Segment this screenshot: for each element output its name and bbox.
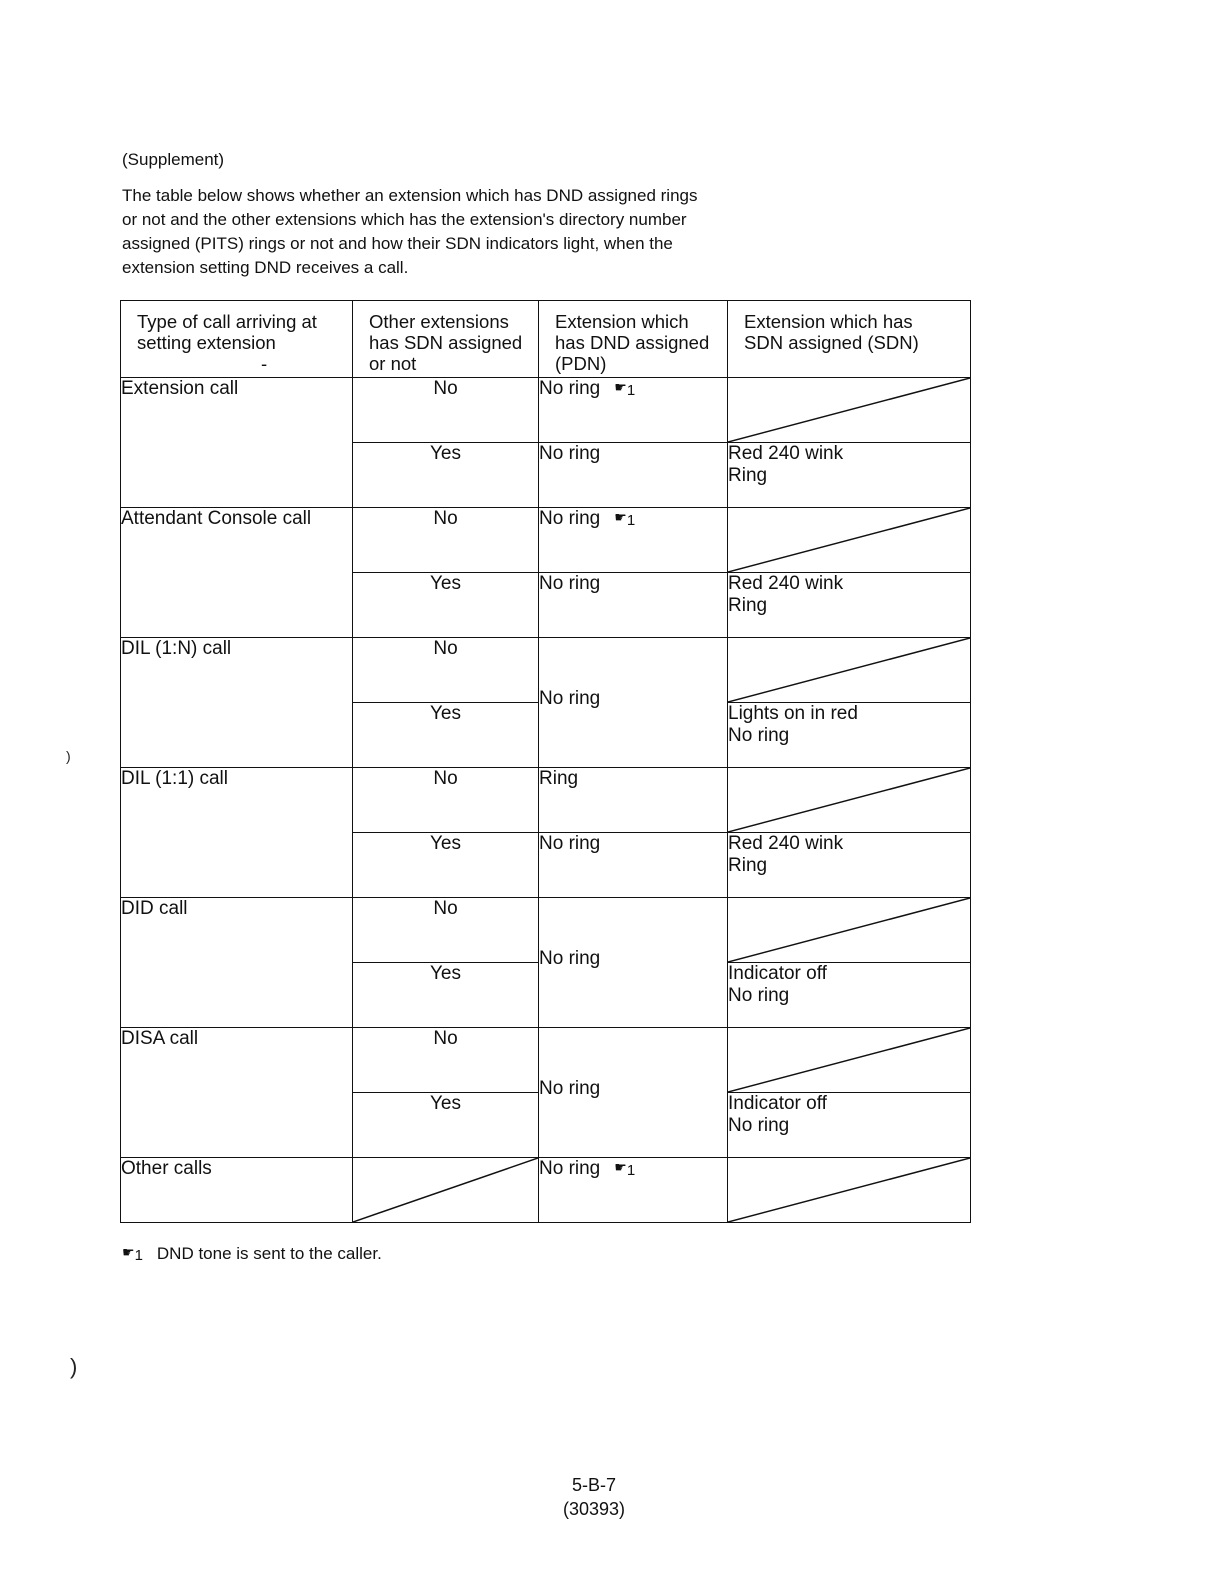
table-row xyxy=(121,638,971,703)
empty-cell xyxy=(353,1158,539,1223)
sdn-assigned-cell: No xyxy=(353,898,539,963)
call-type-cell: DISA call xyxy=(121,1028,353,1158)
call-type-cell: Other calls xyxy=(121,1158,353,1223)
table-row xyxy=(121,508,971,573)
diagonal-line xyxy=(728,638,970,702)
pdn-cell: No ring $☛_1$ xyxy=(539,508,728,573)
pointing-hand-icon: $☛_1$ xyxy=(614,509,636,529)
sdn-cell: Red 240 wink Ring xyxy=(728,443,971,508)
page-number: 5-B-7 (30393) xyxy=(562,1475,626,1519)
supplement-title: (Supplement) xyxy=(122,150,225,169)
call-type-cell: DID call xyxy=(121,898,353,1028)
pdn-cell: No ring xyxy=(539,1028,728,1158)
header-call-type: Type of call arriving at setting extension - xyxy=(121,301,353,378)
sdn-cell: Red 240 wink Ring xyxy=(728,573,971,638)
footnote xyxy=(122,1244,382,1264)
sdn-assigned-cell: No xyxy=(353,768,539,833)
diagonal-line xyxy=(728,508,970,572)
empty-cell xyxy=(728,378,971,443)
sdn-assigned-cell: Yes xyxy=(353,1093,539,1158)
intro-line: The table below shows whether an extension which has DND assigned rings xyxy=(122,186,698,205)
intro-paragraph xyxy=(122,184,812,280)
header-sdn-assigned: Other extensions has SDN assigned or not xyxy=(353,301,539,378)
diagonal-line xyxy=(353,1158,538,1222)
header-pdn: Extension which has DND assigned (PDN) xyxy=(539,301,728,378)
call-type-cell: DIL (1:N) call xyxy=(121,638,353,768)
margin-mark: ) xyxy=(70,1354,78,1379)
intro-line: extension setting DND receives a call. xyxy=(122,258,409,277)
empty-cell xyxy=(728,638,971,703)
table-row xyxy=(121,768,971,833)
pdn-cell: No ring xyxy=(539,833,728,898)
diagonal-line xyxy=(728,768,970,832)
margin-mark: ) xyxy=(66,748,71,764)
dnd-table xyxy=(120,300,971,1223)
intro-line: or not and the other extensions which has the extension's directory number xyxy=(122,210,687,229)
sdn-assigned-cell: Yes xyxy=(353,833,539,898)
intro-line: assigned (PITS) rings or not and how their SDN indicators light, when the xyxy=(122,234,673,253)
diagonal-line xyxy=(728,378,970,442)
sdn-cell: Indicator off No ring xyxy=(728,963,971,1028)
pdn-cell: No ring $☛_1$ xyxy=(539,1158,728,1223)
pointing-hand-icon: $☛_1$ xyxy=(614,1159,636,1179)
sdn-assigned-cell: No xyxy=(353,378,539,443)
diagonal-line xyxy=(728,1028,970,1092)
sdn-assigned-cell: Yes xyxy=(353,703,539,768)
call-type-cell: DIL (1:1) call xyxy=(121,768,353,898)
call-type-cell: Extension call xyxy=(121,378,353,508)
empty-cell xyxy=(728,768,971,833)
empty-cell xyxy=(728,508,971,573)
sdn-cell: Red 240 wink Ring xyxy=(728,833,971,898)
sdn-cell: Indicator off No ring xyxy=(728,1093,971,1158)
empty-cell xyxy=(728,898,971,963)
table-row xyxy=(121,898,971,963)
pdn-cell: No ring xyxy=(539,638,728,768)
table-row xyxy=(121,1158,971,1223)
diagonal-line xyxy=(728,898,970,962)
sdn-assigned-cell: Yes xyxy=(353,963,539,1028)
header-row xyxy=(121,301,971,378)
pointing-hand-icon: $☛_1$ xyxy=(614,379,636,399)
pdn-cell: No ring xyxy=(539,573,728,638)
empty-cell xyxy=(728,1028,971,1093)
diagonal-line xyxy=(728,1158,970,1222)
pdn-cell: Ring xyxy=(539,768,728,833)
pointing-hand-icon: $☛_1$ xyxy=(122,1244,143,1264)
call-type-cell: Attendant Console call xyxy=(121,508,353,638)
pdn-cell: No ring $☛_1$ xyxy=(539,378,728,443)
pdn-cell: No ring xyxy=(539,898,728,1028)
sdn-assigned-cell: No xyxy=(353,638,539,703)
sdn-assigned-cell: No xyxy=(353,508,539,573)
header-sdn: Extension which has SDN assigned (SDN) xyxy=(728,301,971,378)
sdn-assigned-cell: No xyxy=(353,1028,539,1093)
sdn-cell: Lights on in red No ring xyxy=(728,703,971,768)
empty-cell xyxy=(728,1158,971,1223)
pdn-cell: No ring xyxy=(539,443,728,508)
table-row xyxy=(121,1028,971,1093)
table-row xyxy=(121,378,971,443)
sdn-assigned-cell: Yes xyxy=(353,573,539,638)
sdn-assigned-cell: Yes xyxy=(353,443,539,508)
footnote-text: DND tone is sent to the caller. xyxy=(156,1244,382,1263)
